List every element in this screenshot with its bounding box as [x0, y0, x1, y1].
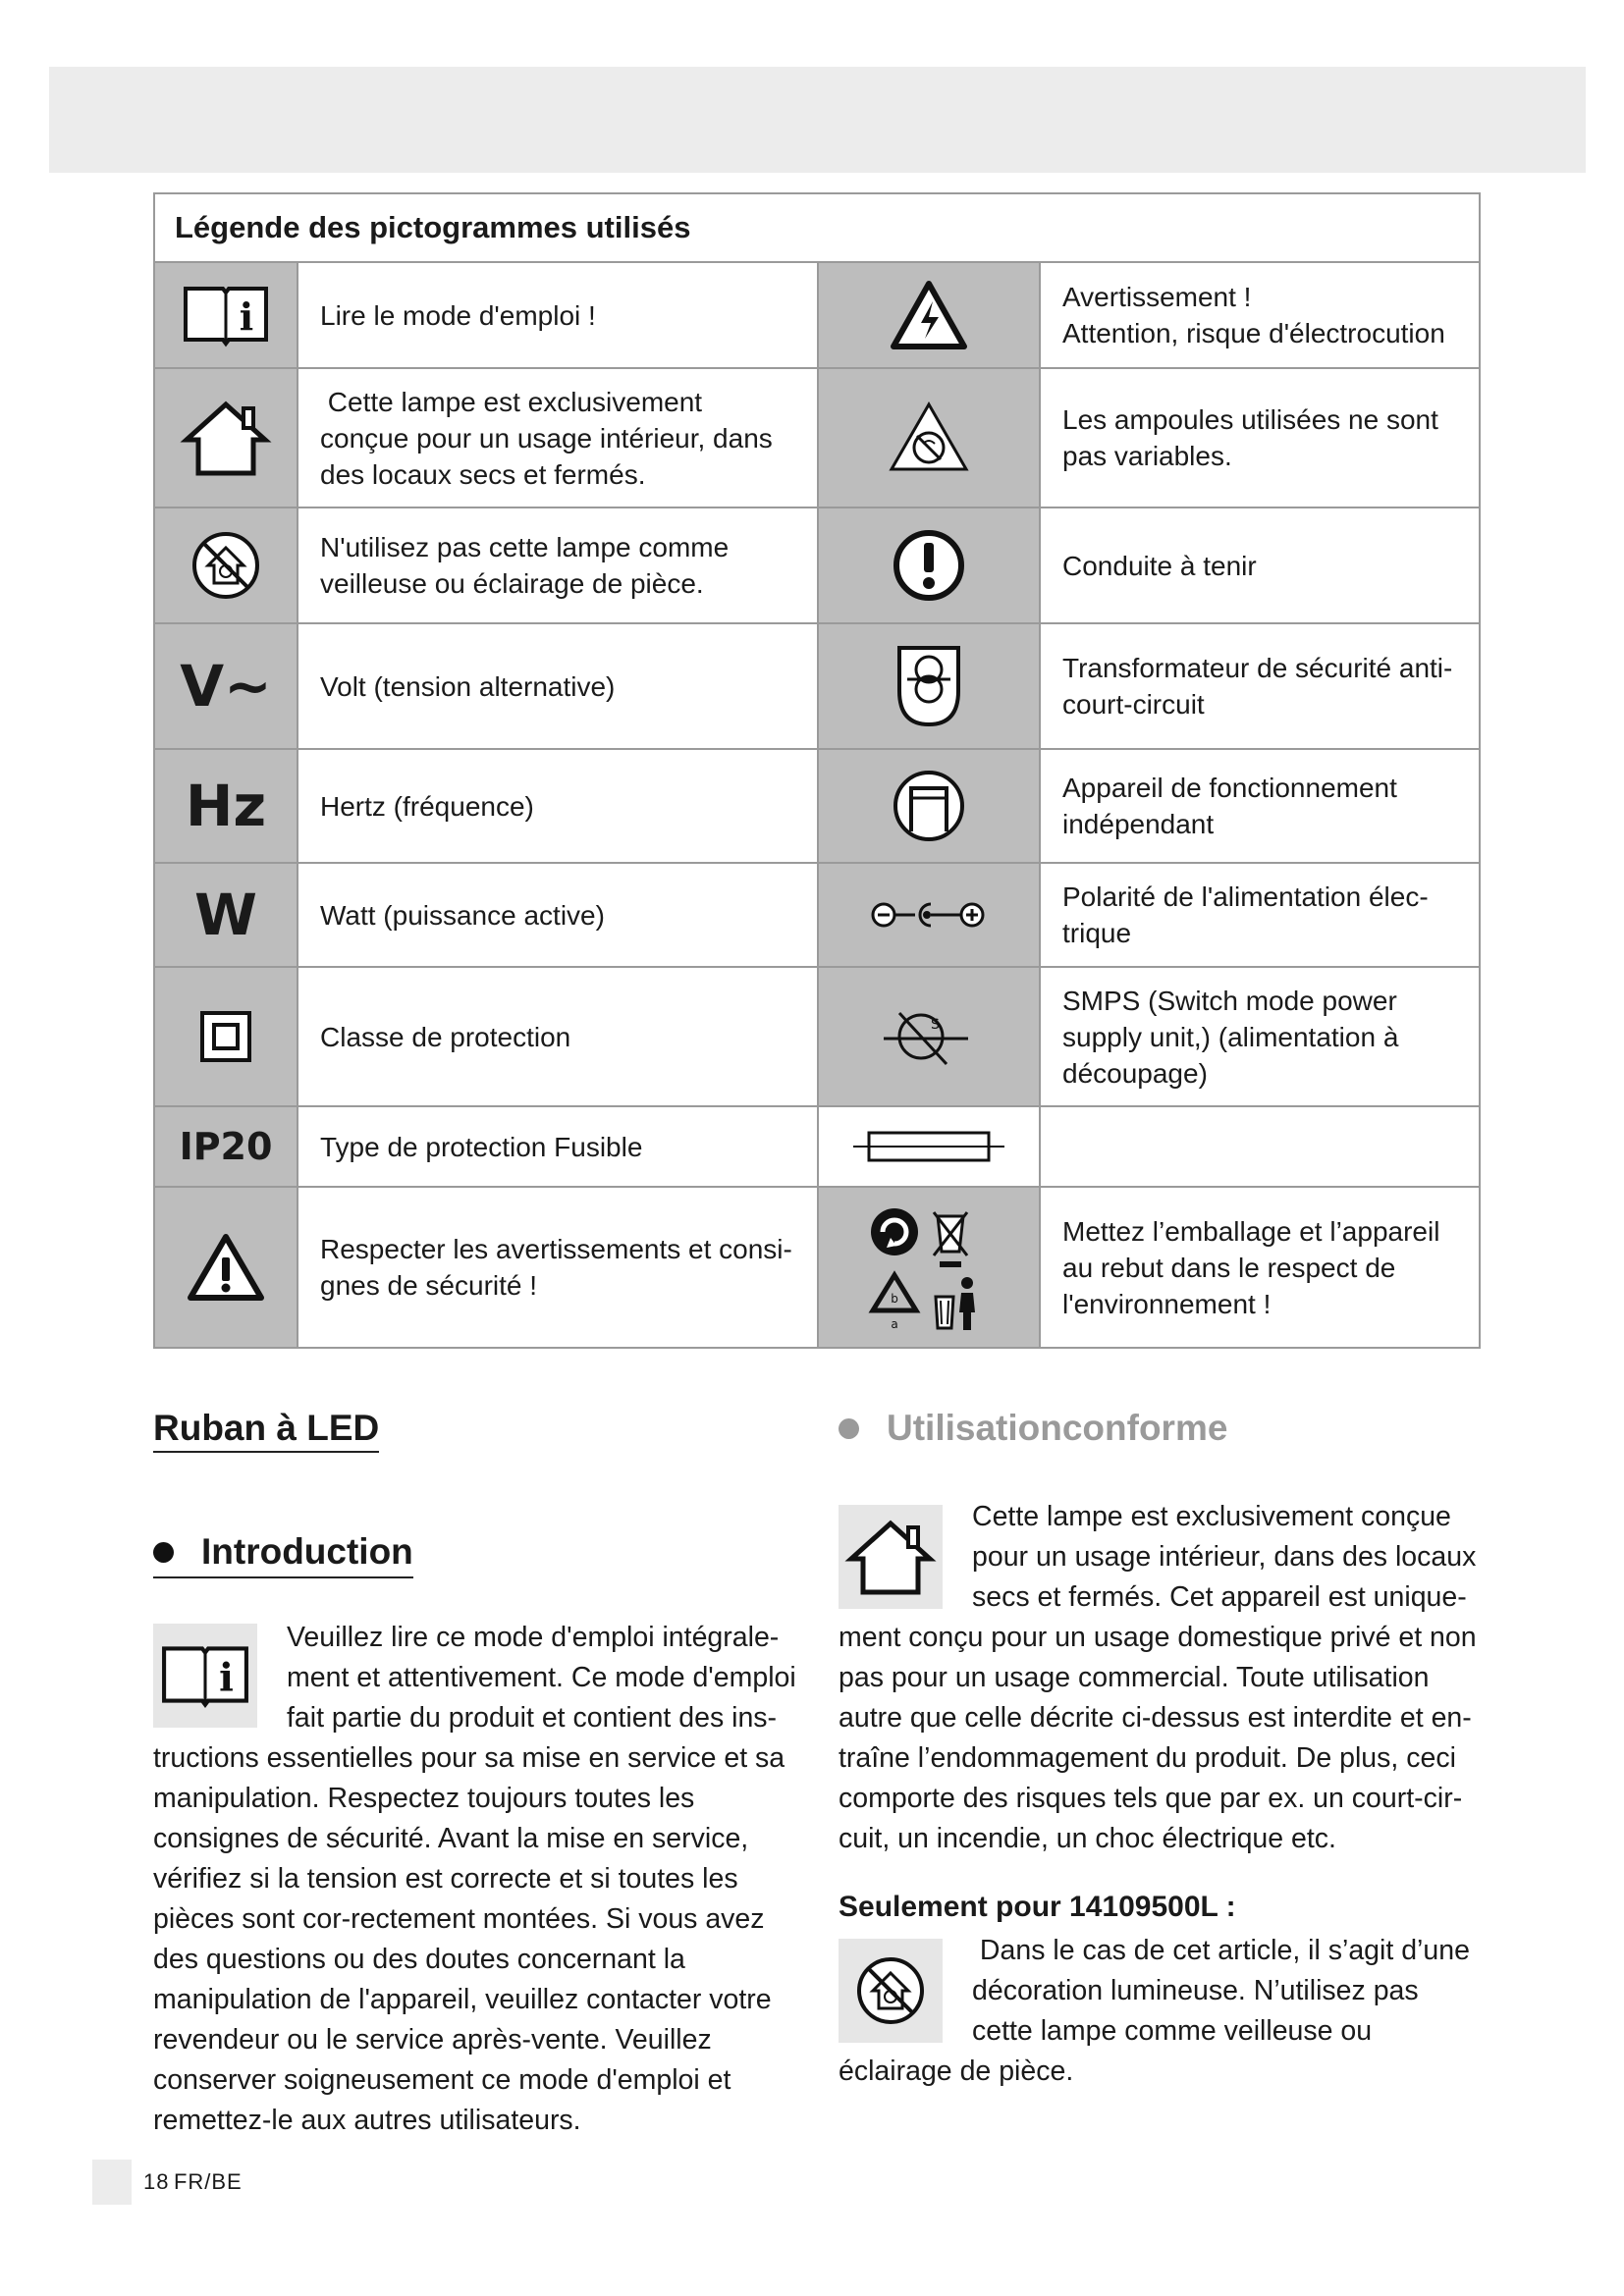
- legend-row: [154, 1187, 1480, 1348]
- legend-row: [154, 623, 1480, 749]
- legend-text: SMPS (Switch mode power supply unit,) (alimentation à découpage): [1040, 967, 1480, 1106]
- legend-row: [154, 507, 1480, 623]
- header-bar: [49, 67, 1586, 173]
- legend-text: Mettez l’emballage et l’appareil au rebut dans le respect de l'environnement !: [1040, 1187, 1480, 1348]
- ip20-icon: IP20: [154, 1106, 298, 1187]
- pictogram-legend-table: [153, 192, 1481, 1349]
- product-title: Ruban à LED: [153, 1408, 379, 1453]
- bullet-icon: [839, 1418, 859, 1439]
- svg-text:b: b: [891, 1292, 898, 1306]
- legend-text: Polarité de l'alimentation élec-trique: [1040, 863, 1480, 967]
- legend-text: Conduite à tenir: [1040, 507, 1480, 623]
- locale-label: FR/BE: [173, 2169, 243, 2194]
- bullet-icon: [153, 1542, 174, 1563]
- legend-text: N'utilisez pas cette lampe comme veilleuse ou éclairage de pièce.: [298, 507, 818, 623]
- footer-marker: [92, 2160, 132, 2205]
- independent-device-icon: [818, 749, 1040, 863]
- utilisation-text: Cette lampe est exclusivement conçue pour un usage intérieur, dans des locaux secs et fermés. Cet appareil est unique-ment conçu pour un usage domestique privé et non pas pour un usage commercial. Toute utilisation autre que celle décrite ci-dessus est interdite et en-traîne l’endommagement du produit. De plus, ceci comporte des risques tels que par ex. un court-cir-cuit, un incendie, un choc électrique etc.: [839, 1501, 1477, 1854]
- house-indoor-icon: [154, 368, 298, 507]
- svg-text:a: a: [891, 1317, 898, 1331]
- exclamation-circle-icon: [818, 507, 1040, 623]
- legend-row: [154, 967, 1480, 1106]
- volt-ac-icon: V~: [154, 623, 298, 749]
- polarity-icon: [818, 863, 1040, 967]
- svg-text:i: i: [239, 294, 254, 339]
- legend-text: Volt (tension alternative): [298, 623, 818, 749]
- manual-info-icon: [153, 1624, 257, 1728]
- warning-triangle-icon: [154, 1187, 298, 1348]
- no-dimmer-icon: [818, 368, 1040, 507]
- legend-row: [154, 749, 1480, 863]
- introduction-heading: [153, 1531, 413, 1578]
- no-nightlight-house-icon: [154, 507, 298, 623]
- utilisation-paragraph: [839, 1497, 1487, 1859]
- introduction-paragraph: [153, 1618, 797, 2141]
- legend-text: Lire le mode d'emploi !: [298, 262, 818, 368]
- legend-text: Respecter les avertissements et consi-gnes de sécurité !: [298, 1187, 818, 1348]
- page-footer: [92, 2160, 243, 2205]
- legend-text: Cette lampe est exclusivement conçue pour un usage intérieur, dans des locaux secs et fermés.: [298, 368, 818, 507]
- legend-text: Classe de protection: [298, 967, 818, 1106]
- house-indoor-icon: [839, 1505, 943, 1609]
- no-nightlight-house-icon: [839, 1939, 943, 2043]
- seulement-heading: Seulement pour 14109500L :: [839, 1891, 1236, 1923]
- manual-info-icon: [154, 262, 298, 368]
- legend-text: [1040, 1106, 1480, 1187]
- smps-icon: [818, 967, 1040, 1106]
- fuse-icon: [818, 1106, 1040, 1187]
- electric-warning-icon: [818, 262, 1040, 368]
- hertz-icon: Hz: [154, 749, 298, 863]
- seulement-text: Dans le cas de cet article, il s’agit d’une décoration lumineuse. N’utilisez pas cette lampe comme veilleuse ou éclairage de pièce.: [839, 1935, 1478, 2087]
- legend-text: Avertissement ! Attention, risque d'électrocution: [1040, 262, 1480, 368]
- legend-text: Hertz (fréquence): [298, 749, 818, 863]
- safety-transformer-icon: [818, 623, 1040, 749]
- page-number: 18: [143, 2169, 170, 2194]
- legend-row: [154, 863, 1480, 967]
- seulement-paragraph: [839, 1931, 1487, 2092]
- svg-text:i: i: [219, 1656, 234, 1701]
- utilisation-heading-text: Utilisationconforme: [887, 1408, 1228, 1448]
- legend-text: Watt (puissance active): [298, 863, 818, 967]
- introduction-heading-text: Introduction: [201, 1531, 413, 1572]
- watt-icon: W: [154, 863, 298, 967]
- introduction-text: Veuillez lire ce mode d'emploi intégrale-ment et attentivement. Ce mode d'emploi fait partie du produit et contient des ins-tructions essentielles pour sa mise en service et sa manipulation. Respectez toujours toutes les consignes de sécurité. Avant la mise en service, vérifiez si la tension est correcte et si toutes les pièces sont cor-rectement montées. Si vous avez des questions ou des doutes concernant la manipulation de l'appareil, veuillez contacter votre revendeur ou le service après-vente. Veuillez conserver soigneusement ce mode d'emploi et remettez-le aux autres utilisateurs.: [153, 1622, 796, 2136]
- legend-text: Type de protection Fusible: [298, 1106, 818, 1187]
- utilisation-heading: [839, 1408, 1227, 1449]
- recycling-disposal-icon: [818, 1187, 1040, 1348]
- svg-text:S: S: [931, 1017, 940, 1033]
- legend-text: Appareil de fonctionnement indépendant: [1040, 749, 1480, 863]
- protection-class-icon: [154, 967, 298, 1106]
- legend-title: Légende des pictogrammes utilisés: [154, 193, 1480, 262]
- legend-text: Transformateur de sécurité anti-court-circuit: [1040, 623, 1480, 749]
- legend-row: [154, 1106, 1480, 1187]
- legend-text: Les ampoules utilisées ne sont pas variables.: [1040, 368, 1480, 507]
- legend-row: [154, 368, 1480, 507]
- legend-row: [154, 262, 1480, 368]
